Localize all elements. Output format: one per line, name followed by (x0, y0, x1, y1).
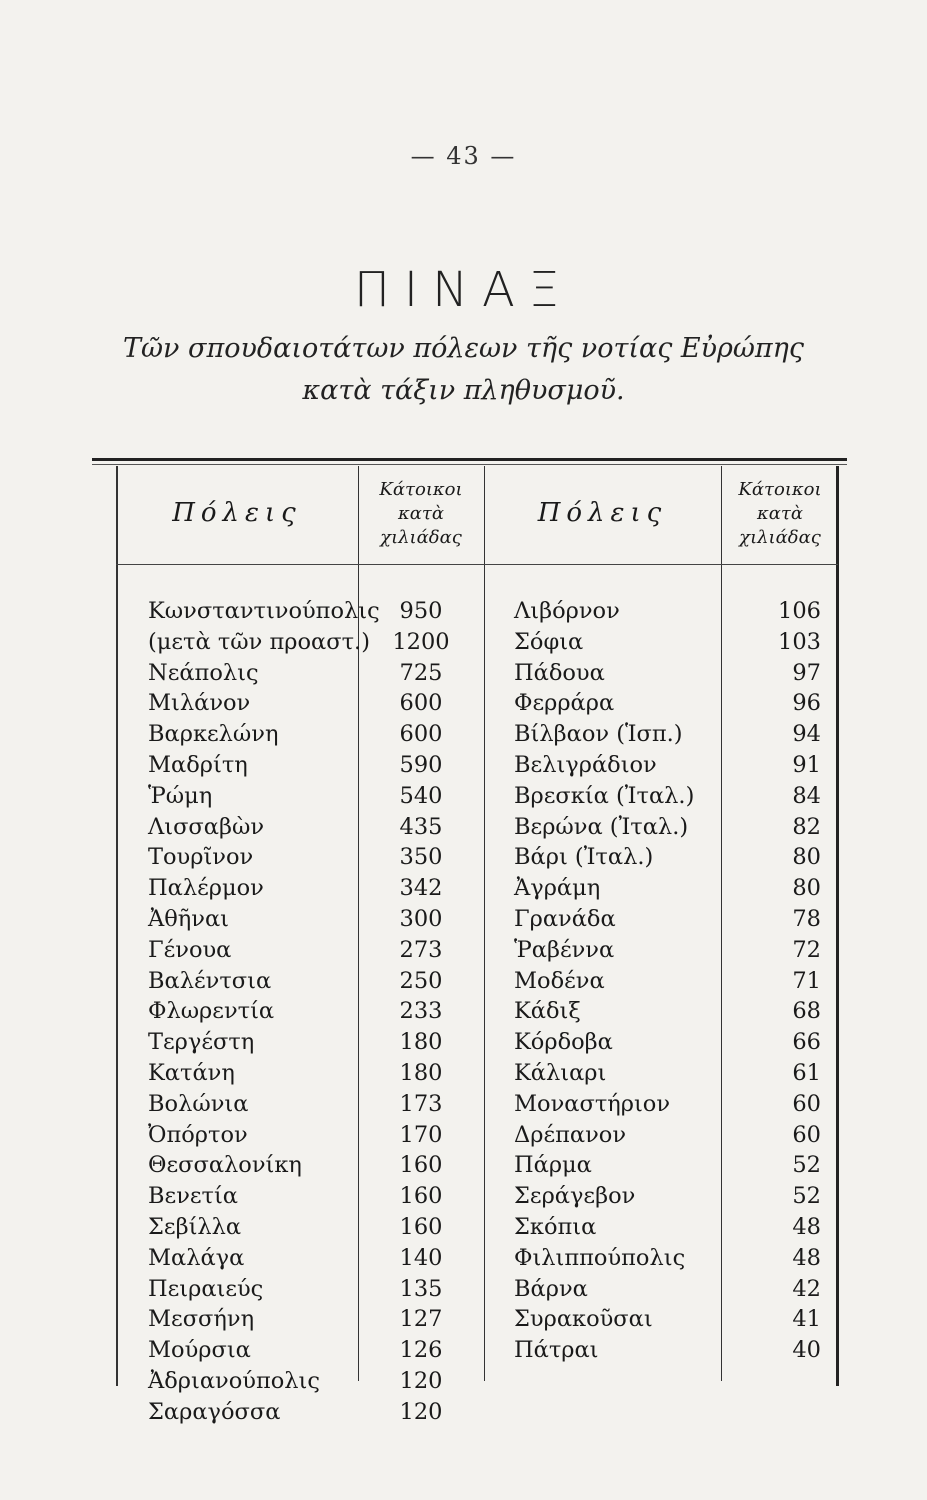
table-row (92, 873, 847, 904)
city-right: Πάδουα (514, 659, 605, 686)
population-left: 160 (399, 1152, 443, 1179)
city-right: Πάτραι (514, 1337, 599, 1364)
city-right: Φιλιππούπολις (514, 1244, 686, 1271)
population-left: 126 (399, 1337, 443, 1364)
city-right: Δρέπανον (514, 1121, 627, 1148)
population-left: 350 (399, 844, 443, 871)
city-left: Μαδρίτη (148, 751, 248, 778)
population-right: 60 (792, 1121, 821, 1148)
table-row (92, 1274, 847, 1305)
city-right: Ῥαβέννα (514, 936, 615, 963)
population-left: 120 (399, 1367, 443, 1394)
population-right: 80 (792, 844, 821, 871)
header-cities-left: Πόλεις (172, 498, 302, 528)
city-left: Σαραγόσσα (148, 1398, 281, 1425)
header-rule (116, 564, 838, 565)
page-title: ΠΙΝΑΞ (353, 262, 574, 318)
population-left: 540 (399, 782, 443, 809)
population-left: 170 (399, 1121, 443, 1148)
city-left: Μούρσια (148, 1337, 251, 1364)
table-row (92, 1150, 847, 1181)
city-left: (μετὰ τῶν προαστ.) (148, 628, 370, 655)
table-row (92, 1181, 847, 1212)
table-row (92, 1120, 847, 1151)
population-left: 273 (399, 936, 443, 963)
table-row (92, 966, 847, 997)
city-right: Κάλιαρι (514, 1059, 607, 1086)
city-right: Βάρνα (514, 1275, 588, 1302)
table-row (92, 627, 847, 658)
population-left: 590 (399, 751, 443, 778)
header-population-line: κατὰ (397, 503, 445, 524)
population-left: 600 (399, 721, 443, 748)
population-left: 435 (399, 813, 443, 840)
population-left: 233 (399, 998, 443, 1025)
population-left: 250 (399, 967, 443, 994)
city-left: Λισσαβὼν (148, 813, 265, 840)
population-right: 61 (792, 1059, 821, 1086)
table-top-rule (92, 458, 847, 461)
city-right: Κάδιξ (514, 998, 581, 1025)
population-right: 52 (792, 1183, 821, 1210)
population-right: 48 (792, 1244, 821, 1271)
population-right: 48 (792, 1213, 821, 1240)
population-right: 82 (792, 813, 821, 840)
city-left: Βολώνια (148, 1090, 249, 1117)
population-left: 135 (399, 1275, 443, 1302)
header-population-line: χιλιάδας (380, 527, 462, 548)
table-row (92, 1243, 847, 1274)
population-left: 120 (399, 1398, 443, 1425)
city-left: Κωνσταντινούπολις (148, 598, 380, 624)
population-left: 173 (399, 1090, 443, 1117)
subtitle-line-1: Τῶν σπουδαιοτάτων πόλεων τῆς νοτίας Εὐρώπης (123, 333, 804, 364)
city-left: Βαρκελώνη (148, 721, 279, 748)
population-left: 950 (399, 598, 443, 624)
population-left: 180 (399, 1029, 443, 1056)
table-row (92, 1058, 847, 1089)
table-row (92, 719, 847, 750)
table-row (92, 842, 847, 873)
population-right: 66 (792, 1029, 821, 1056)
table-row (92, 596, 847, 627)
population-left: 725 (399, 659, 443, 686)
city-left: Σεβίλλα (148, 1213, 242, 1240)
table-top-rule-thin (92, 464, 847, 465)
table-body (92, 596, 847, 1428)
table-row (92, 1304, 847, 1335)
population-right: 96 (792, 690, 821, 717)
city-left: Γένουα (148, 936, 232, 963)
population-right: 80 (792, 875, 821, 902)
population-right: 52 (792, 1152, 821, 1179)
city-right: Βάρι (Ἰταλ.) (514, 844, 654, 871)
population-left: 1200 (392, 628, 450, 655)
population-left: 342 (399, 875, 443, 902)
table-row (92, 935, 847, 966)
population-right: 94 (792, 721, 821, 748)
population-left: 127 (399, 1306, 443, 1333)
population-right: 41 (792, 1306, 821, 1333)
population-right: 84 (792, 782, 821, 809)
city-left: Τεργέστη (148, 1029, 255, 1056)
city-right: Βερώνα (Ἰταλ.) (514, 813, 689, 840)
table-row (92, 781, 847, 812)
population-right: 72 (792, 936, 821, 963)
population-left: 160 (399, 1213, 443, 1240)
city-right: Γρανάδα (514, 905, 616, 932)
population-right: 40 (792, 1337, 821, 1364)
city-left: Μιλάνον (148, 690, 251, 717)
city-right: Κόρδοβα (514, 1029, 613, 1056)
city-left: Νεάπολις (148, 659, 259, 686)
table-row (92, 1089, 847, 1120)
table-row (92, 996, 847, 1027)
table-row (92, 1397, 847, 1428)
city-left: Μεσσήνη (148, 1306, 255, 1333)
city-right: Συρακοῦσαι (514, 1306, 653, 1333)
city-right: Φερράρα (514, 690, 615, 717)
city-left: Κατάνη (148, 1059, 235, 1086)
table-row (92, 1027, 847, 1058)
population-right: 106 (778, 598, 821, 624)
header-population-line: Κάτοικοι (738, 479, 822, 500)
city-left: Πειραιεύς (148, 1275, 264, 1302)
city-left: Μαλάγα (148, 1244, 245, 1271)
city-right: Μοναστήριον (514, 1090, 671, 1117)
population-right: 97 (792, 659, 821, 686)
table-row (92, 658, 847, 689)
subtitle-line-2: κατὰ τάξιν πληθυσμοῦ. (302, 375, 625, 406)
table-row (92, 1335, 847, 1366)
table-row (92, 812, 847, 843)
city-left: Ἀθῆναι (148, 905, 229, 932)
table-row (92, 1366, 847, 1397)
population-left: 160 (399, 1183, 443, 1210)
city-right: Σεράγεβον (514, 1183, 636, 1210)
city-right: Λιβόρνον (514, 598, 620, 624)
header-population-line: Κάτοικοι (379, 479, 463, 500)
table-row (92, 750, 847, 781)
city-right: Μοδένα (514, 967, 605, 994)
city-left: Ὀπόρτον (148, 1121, 248, 1148)
population-right: 60 (792, 1090, 821, 1117)
header-population-line: κατὰ (756, 503, 804, 524)
city-left: Ῥώμη (148, 782, 213, 809)
city-right: Σόφια (514, 628, 584, 655)
population-right: 78 (792, 905, 821, 932)
city-left: Παλέρμον (148, 875, 264, 902)
population-right: 68 (792, 998, 821, 1025)
city-right: Σκόπια (514, 1213, 597, 1240)
header-population-right (721, 478, 839, 550)
header-cities-right: Πόλεις (537, 498, 668, 528)
city-right: Βελιγράδιον (514, 751, 657, 778)
city-left: Φλωρεντία (148, 998, 275, 1025)
population-left: 140 (399, 1244, 443, 1271)
population-right: 42 (792, 1275, 821, 1302)
city-left: Βαλέντσια (148, 967, 272, 994)
population-right: 91 (792, 751, 821, 778)
city-left: Τουρῖνον (148, 844, 254, 871)
page-number: — 43 — (410, 142, 517, 170)
population-right: 103 (778, 628, 821, 655)
header-population-left (358, 478, 484, 550)
city-right: Ἀγράμη (514, 875, 601, 902)
population-table (92, 458, 847, 1425)
population-left: 300 (399, 905, 443, 932)
population-left: 180 (399, 1059, 443, 1086)
population-right: 71 (792, 967, 821, 994)
population-left: 600 (399, 690, 443, 717)
city-left: Βενετία (148, 1183, 238, 1210)
table-row (92, 904, 847, 935)
city-right: Βίλβαον (Ἱσπ.) (514, 721, 683, 748)
city-right: Βρεσκία (Ἰταλ.) (514, 782, 695, 809)
city-left: Θεσσαλονίκη (148, 1152, 302, 1179)
city-left: Ἀδριανούπολις (148, 1367, 320, 1394)
table-row (92, 1212, 847, 1243)
header-population-line: χιλιάδας (739, 527, 821, 548)
table-row (92, 688, 847, 719)
city-right: Πάρμα (514, 1152, 592, 1179)
